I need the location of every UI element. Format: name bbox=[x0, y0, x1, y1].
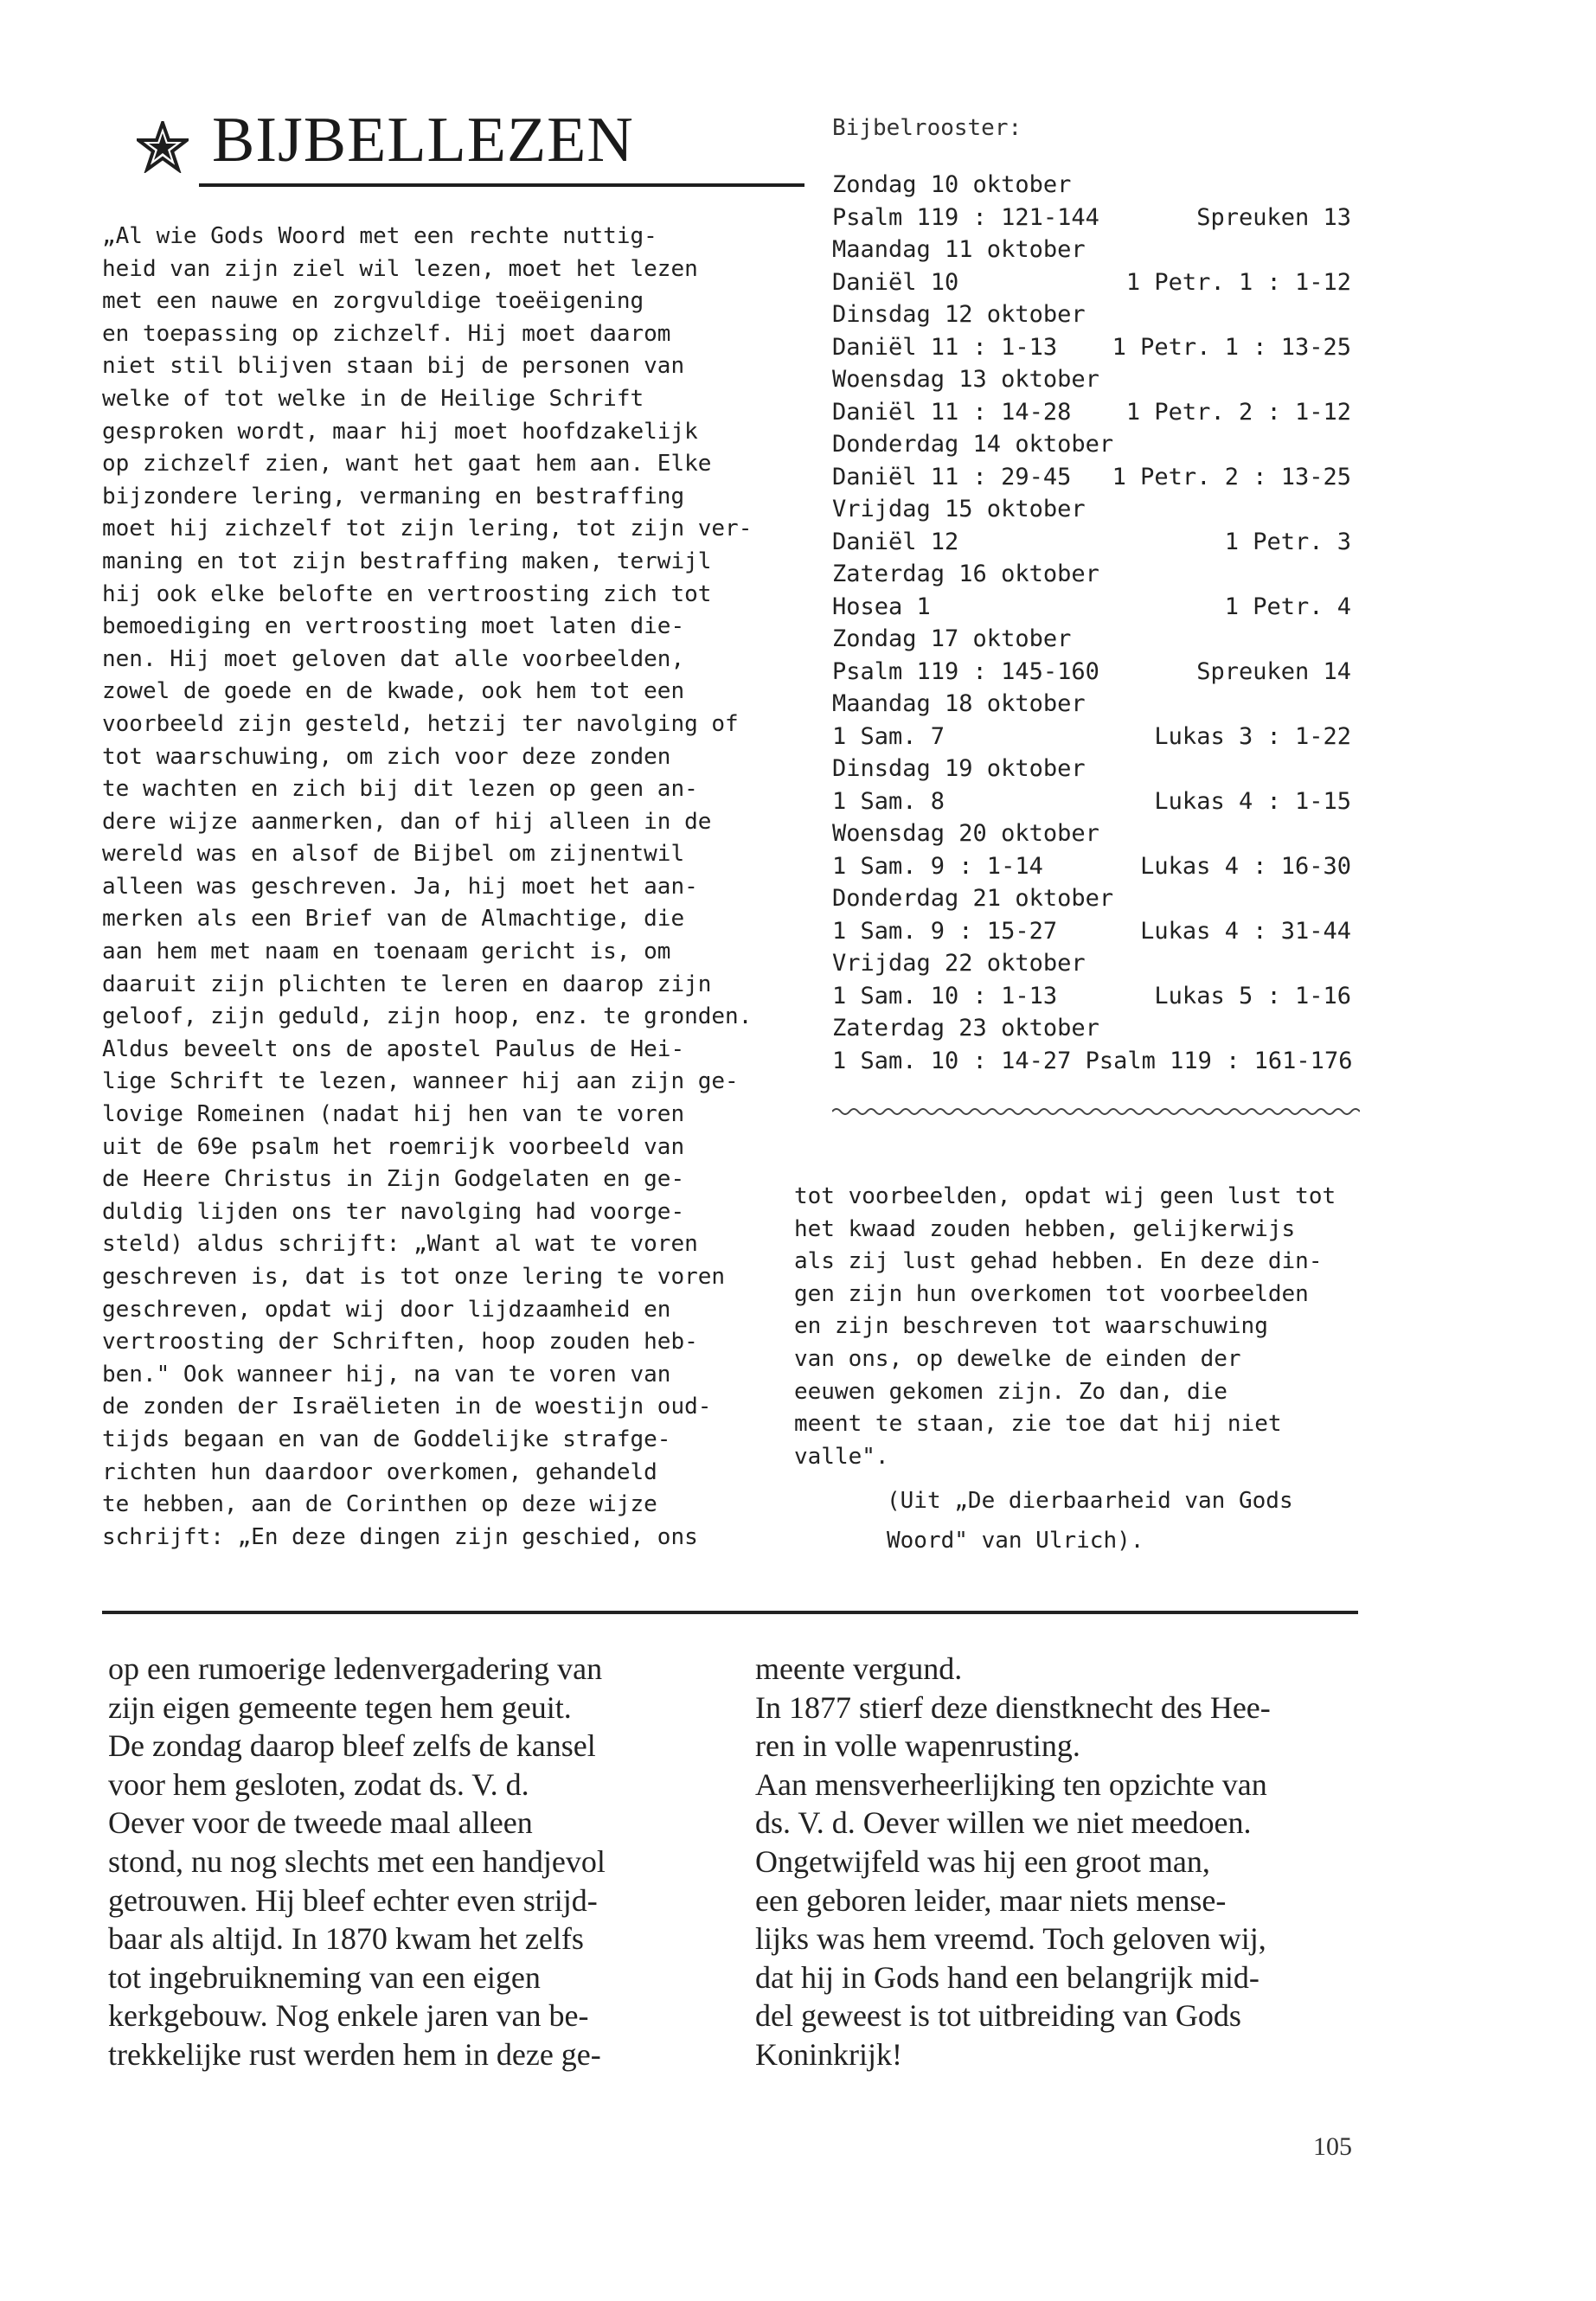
schedule-left: Vrijdag 22 oktober bbox=[832, 950, 1086, 977]
schedule-row bbox=[832, 656, 1351, 689]
article-line: lijks was hem vreemd. Toch geloven wij, bbox=[755, 1921, 1266, 1957]
article-line: op een rumoerige ledenvergadering van bbox=[108, 1651, 603, 1686]
source-line: (Uit „De dierbaarheid van Gods bbox=[887, 1488, 1293, 1514]
essay-line: schrijft: „En deze dingen zijn geschied, ons bbox=[102, 1523, 698, 1550]
essay-line: tijds begaan en van de Goddelijke strafge- bbox=[102, 1426, 671, 1452]
essay-line: tot waarschuwing, om zich voor deze zonden bbox=[102, 743, 671, 770]
schedule-left: Zaterdag 16 oktober bbox=[832, 561, 1099, 587]
essay-line: wereld was en alsof de Bijbel om zijnentwil bbox=[102, 841, 685, 868]
essay-line: gen zijn hun overkomen tot voorbeelden bbox=[794, 1280, 1309, 1307]
article-line: kerkgebouw. Nog enkele jaren van be- bbox=[108, 1998, 589, 2034]
schedule-right: 1 Petr. 1 : 13-25 bbox=[1112, 333, 1351, 361]
article-line: trekkelijke rust werden hem in deze ge- bbox=[108, 2036, 601, 2072]
essay-line: op zichzelf zien, want het gaat hem aan. Elke bbox=[102, 451, 712, 478]
schedule-row bbox=[832, 558, 1351, 591]
schedule-heading: Bijbelrooster: bbox=[832, 115, 1022, 141]
essay-line: geschreven, opdat wij door lijdzaamheid en bbox=[102, 1296, 671, 1323]
schedule-row bbox=[832, 623, 1351, 656]
article-line: tot ingebruikneming van een eigen bbox=[108, 1959, 541, 1995]
essay-line: zowel de goede en de kwade, ook hem tot een bbox=[102, 678, 685, 705]
schedule-row bbox=[832, 850, 1351, 883]
schedule-row bbox=[832, 234, 1351, 266]
schedule-right: Lukas 4 : 31-44 bbox=[1140, 917, 1351, 945]
schedule-left: 1 Sam. 7 bbox=[832, 722, 945, 750]
schedule-row bbox=[832, 1012, 1351, 1045]
essay-line: bemoediging en vertroosting moet laten die- bbox=[102, 613, 685, 640]
essay-line: Aldus beveelt ons de apostel Paulus de Hei- bbox=[102, 1035, 685, 1062]
schedule-row bbox=[832, 882, 1351, 915]
article-line: Oever voor de tweede maal alleen bbox=[108, 1805, 533, 1841]
essay-line: heid van zijn ziel wil lezen, moet het lezen bbox=[102, 255, 698, 282]
schedule-left: Woensdag 20 oktober bbox=[832, 820, 1099, 847]
essay-line: gesproken wordt, maar hij moet hoofdzakelijk bbox=[102, 418, 698, 445]
wavy-divider bbox=[832, 1103, 1360, 1120]
schedule-left: Psalm 119 : 121-144 bbox=[832, 203, 1099, 231]
essay-text bbox=[102, 221, 803, 1554]
schedule-row bbox=[832, 493, 1351, 526]
article-line: meente vergund. bbox=[755, 1651, 963, 1686]
schedule-row bbox=[832, 785, 1351, 818]
essay-line: aan hem met naam en toenaam gericht is, om bbox=[102, 939, 671, 965]
schedule-left: Maandag 18 oktober bbox=[832, 690, 1086, 717]
bottom-left-column bbox=[108, 1650, 714, 2074]
schedule-row bbox=[832, 753, 1351, 785]
star-icon bbox=[137, 121, 189, 173]
article-line: ds. V. d. Oever willen we niet meedoen. bbox=[755, 1805, 1252, 1841]
essay-line: duldig lijden ons ter navolging had voorge- bbox=[102, 1198, 685, 1225]
schedule-right: 1 Petr. 1 : 1-12 bbox=[1125, 268, 1351, 296]
essay-continued-text bbox=[794, 1181, 1358, 1473]
schedule-left: 1 Sam. 9 : 15-27 bbox=[832, 917, 1058, 945]
schedule-left: Vrijdag 15 oktober bbox=[832, 496, 1086, 522]
page-title: BIJBELLEZEN bbox=[212, 105, 634, 176]
schedule-row bbox=[832, 947, 1351, 980]
article-line: In 1877 stierf deze dienstknecht des Hee- bbox=[755, 1689, 1271, 1725]
essay-line: het kwaad zouden hebben, gelijkerwijs bbox=[794, 1215, 1296, 1242]
essay-line: daaruit zijn plichten te leren en daarop zijn bbox=[102, 971, 712, 997]
schedule-row bbox=[832, 202, 1351, 234]
essay-line: bijzondere lering, vermaning en bestraffing bbox=[102, 483, 685, 510]
schedule-row bbox=[832, 915, 1351, 948]
essay-line: dere wijze aanmerken, dan of hij alleen in de bbox=[102, 808, 712, 835]
essay-line: de Heere Christus in Zijn Godgelaten en ge- bbox=[102, 1166, 685, 1193]
essay-line: eeuwen gekomen zijn. Zo dan, die bbox=[794, 1378, 1227, 1405]
schedule-row bbox=[832, 169, 1351, 202]
schedule-right: Lukas 3 : 1-22 bbox=[1154, 722, 1351, 750]
schedule-left: Zondag 17 oktober bbox=[832, 625, 1072, 652]
schedule-row bbox=[832, 428, 1351, 461]
essay-line: vertroosting der Schriften, hoop zouden heb- bbox=[102, 1329, 698, 1356]
schedule-left: 1 Sam. 10 : 1-13 bbox=[832, 982, 1058, 1009]
essay-line: alleen was geschreven. Ja, hij moet het aan- bbox=[102, 873, 698, 900]
essay-line: richten hun daardoor overkomen, gehandeld bbox=[102, 1458, 657, 1485]
essay-line: nen. Hij moet geloven dat alle voorbeelden, bbox=[102, 645, 685, 672]
essay-line: en toepassing op zichzelf. Hij moet daarom bbox=[102, 320, 671, 347]
schedule-left: Donderdag 14 oktober bbox=[832, 431, 1114, 458]
schedule-left: 1 Sam. 8 bbox=[832, 787, 945, 815]
essay-line: te hebben, aan de Corinthen op deze wijze bbox=[102, 1491, 657, 1518]
article-line: De zondag daarop bleef zelfs de kansel bbox=[108, 1728, 596, 1764]
schedule-left: Daniël 12 bbox=[832, 528, 959, 555]
article-line: Koninkrijk! bbox=[755, 2036, 902, 2072]
schedule-right: Lukas 4 : 1-15 bbox=[1154, 787, 1351, 815]
schedule-row bbox=[832, 1045, 1351, 1078]
essay-line: welke of tot welke in de Heilige Schrift bbox=[102, 385, 644, 412]
schedule-left: Daniël 11 : 29-45 bbox=[832, 463, 1072, 490]
schedule-right: 1 Petr. 2 : 13-25 bbox=[1112, 463, 1351, 490]
schedule-right: 1 Petr. 2 : 1-12 bbox=[1125, 398, 1351, 426]
essay-line: merken als een Brief van de Almachtige, die bbox=[102, 906, 685, 933]
essay-line: geloof, zijn geduld, zijn hoop, enz. te gronden. bbox=[102, 1003, 753, 1030]
schedule-left: Maandag 11 oktober bbox=[832, 236, 1086, 263]
article-line: Aan mensverheerlijking ten opzichte van bbox=[755, 1766, 1267, 1802]
bible-schedule bbox=[832, 169, 1351, 1077]
essay-line: valle". bbox=[794, 1443, 889, 1470]
schedule-left: Daniël 11 : 1-13 bbox=[832, 333, 1058, 361]
schedule-left: Zaterdag 23 oktober bbox=[832, 1015, 1099, 1042]
essay-line: „Al wie Gods Woord met een rechte nuttig- bbox=[102, 223, 657, 249]
essay-line: uit de 69e psalm het roemrijk voorbeeld van bbox=[102, 1133, 685, 1160]
essay-line: tot voorbeelden, opdat wij geen lust tot bbox=[794, 1183, 1336, 1209]
schedule-row bbox=[832, 298, 1351, 331]
schedule-row bbox=[832, 721, 1351, 753]
article-line: Ongetwijfeld was hij een groot man, bbox=[755, 1843, 1210, 1879]
schedule-right: Spreuken 14 bbox=[1196, 657, 1351, 685]
schedule-left: Dinsdag 19 oktober bbox=[832, 755, 1086, 782]
essay-line: niet stil blijven staan bij de personen van bbox=[102, 353, 685, 380]
schedule-left: Donderdag 21 oktober bbox=[832, 885, 1114, 912]
schedule-left: 1 Sam. 10 : 14-27 Psalm 119 : 161-176 bbox=[832, 1047, 1353, 1074]
article-line: getrouwen. Hij bleef echter even strijd- bbox=[108, 1882, 598, 1918]
schedule-row bbox=[832, 591, 1351, 624]
essay-line: en zijn beschreven tot waarschuwing bbox=[794, 1313, 1268, 1340]
essay-line: hij ook elke belofte en vertroosting zich tot bbox=[102, 580, 712, 607]
title-underline bbox=[199, 183, 804, 187]
schedule-row bbox=[832, 461, 1351, 494]
essay-line: lovige Romeinen (nadat hij hen van te voren bbox=[102, 1101, 685, 1128]
schedule-left: Daniël 11 : 14-28 bbox=[832, 398, 1072, 426]
essay-line: als zij lust gehad hebben. En deze din- bbox=[794, 1248, 1323, 1275]
schedule-left: Woensdag 13 oktober bbox=[832, 366, 1099, 393]
source-citation bbox=[887, 1481, 1358, 1561]
schedule-row bbox=[832, 363, 1351, 396]
schedule-row bbox=[832, 526, 1351, 559]
schedule-left: 1 Sam. 9 : 1-14 bbox=[832, 852, 1043, 880]
article-line: zijn eigen gemeente tegen hem geuit. bbox=[108, 1689, 572, 1725]
schedule-right: 1 Petr. 3 bbox=[1224, 528, 1351, 555]
schedule-row bbox=[832, 980, 1351, 1013]
schedule-row bbox=[832, 688, 1351, 721]
essay-line: geschreven is, dat is tot onze lering te voren bbox=[102, 1264, 726, 1290]
essay-line: moet hij zichzelf tot zijn lering, tot zijn ver- bbox=[102, 516, 753, 542]
bottom-right-column bbox=[755, 1650, 1361, 2074]
article-line: ren in volle wapenrusting. bbox=[755, 1728, 1080, 1764]
schedule-right: Lukas 4 : 16-30 bbox=[1140, 852, 1351, 880]
article-line: stond, nu nog slechts met een handjevol bbox=[108, 1843, 606, 1879]
essay-line: ben." Ook wanneer hij, na van te voren van bbox=[102, 1361, 671, 1388]
article-line: dat hij in Gods hand een belangrijk mid- bbox=[755, 1959, 1259, 1995]
section-divider bbox=[102, 1611, 1358, 1614]
schedule-left: Hosea 1 bbox=[832, 593, 931, 620]
page-number: 105 bbox=[1313, 2132, 1352, 2161]
schedule-right: 1 Petr. 4 bbox=[1224, 593, 1351, 620]
schedule-row bbox=[832, 817, 1351, 850]
essay-line: meent te staan, zie toe dat hij niet bbox=[794, 1411, 1282, 1438]
essay-line: steld) aldus schrijft: „Want al wat te voren bbox=[102, 1231, 698, 1258]
schedule-left: Psalm 119 : 145-160 bbox=[832, 657, 1099, 685]
essay-line: van ons, op dewelke de einden der bbox=[794, 1345, 1241, 1372]
essay-line: voorbeeld zijn gesteld, hetzij ter navolging of bbox=[102, 710, 739, 737]
schedule-row bbox=[832, 266, 1351, 299]
source-line: Woord" van Ulrich). bbox=[887, 1528, 1144, 1554]
article-line: baar als altijd. In 1870 kwam het zelfs bbox=[108, 1921, 584, 1957]
schedule-right: Spreuken 13 bbox=[1196, 203, 1351, 231]
essay-line: lige Schrift te lezen, wanneer hij aan zijn ge- bbox=[102, 1068, 739, 1095]
schedule-right: Lukas 5 : 1-16 bbox=[1154, 982, 1351, 1009]
article-line: del geweest is tot uitbreiding van Gods bbox=[755, 1998, 1241, 2034]
article-line: voor hem gesloten, zodat ds. V. d. bbox=[108, 1766, 529, 1802]
schedule-row bbox=[832, 396, 1351, 429]
schedule-left: Daniël 10 bbox=[832, 268, 959, 296]
essay-line: de zonden der Israëlieten in de woestijn oud- bbox=[102, 1394, 712, 1420]
schedule-left: Dinsdag 12 oktober bbox=[832, 301, 1086, 328]
essay-line: maning en tot zijn bestraffing maken, terwijl bbox=[102, 548, 712, 574]
schedule-row bbox=[832, 331, 1351, 364]
essay-line: te wachten en zich bij dit lezen op geen an- bbox=[102, 776, 698, 803]
essay-line: met een nauwe en zorgvuldige toeëigening bbox=[102, 288, 644, 315]
schedule-left: Zondag 10 oktober bbox=[832, 171, 1072, 198]
article-line: een geboren leider, maar niets mense- bbox=[755, 1882, 1227, 1918]
